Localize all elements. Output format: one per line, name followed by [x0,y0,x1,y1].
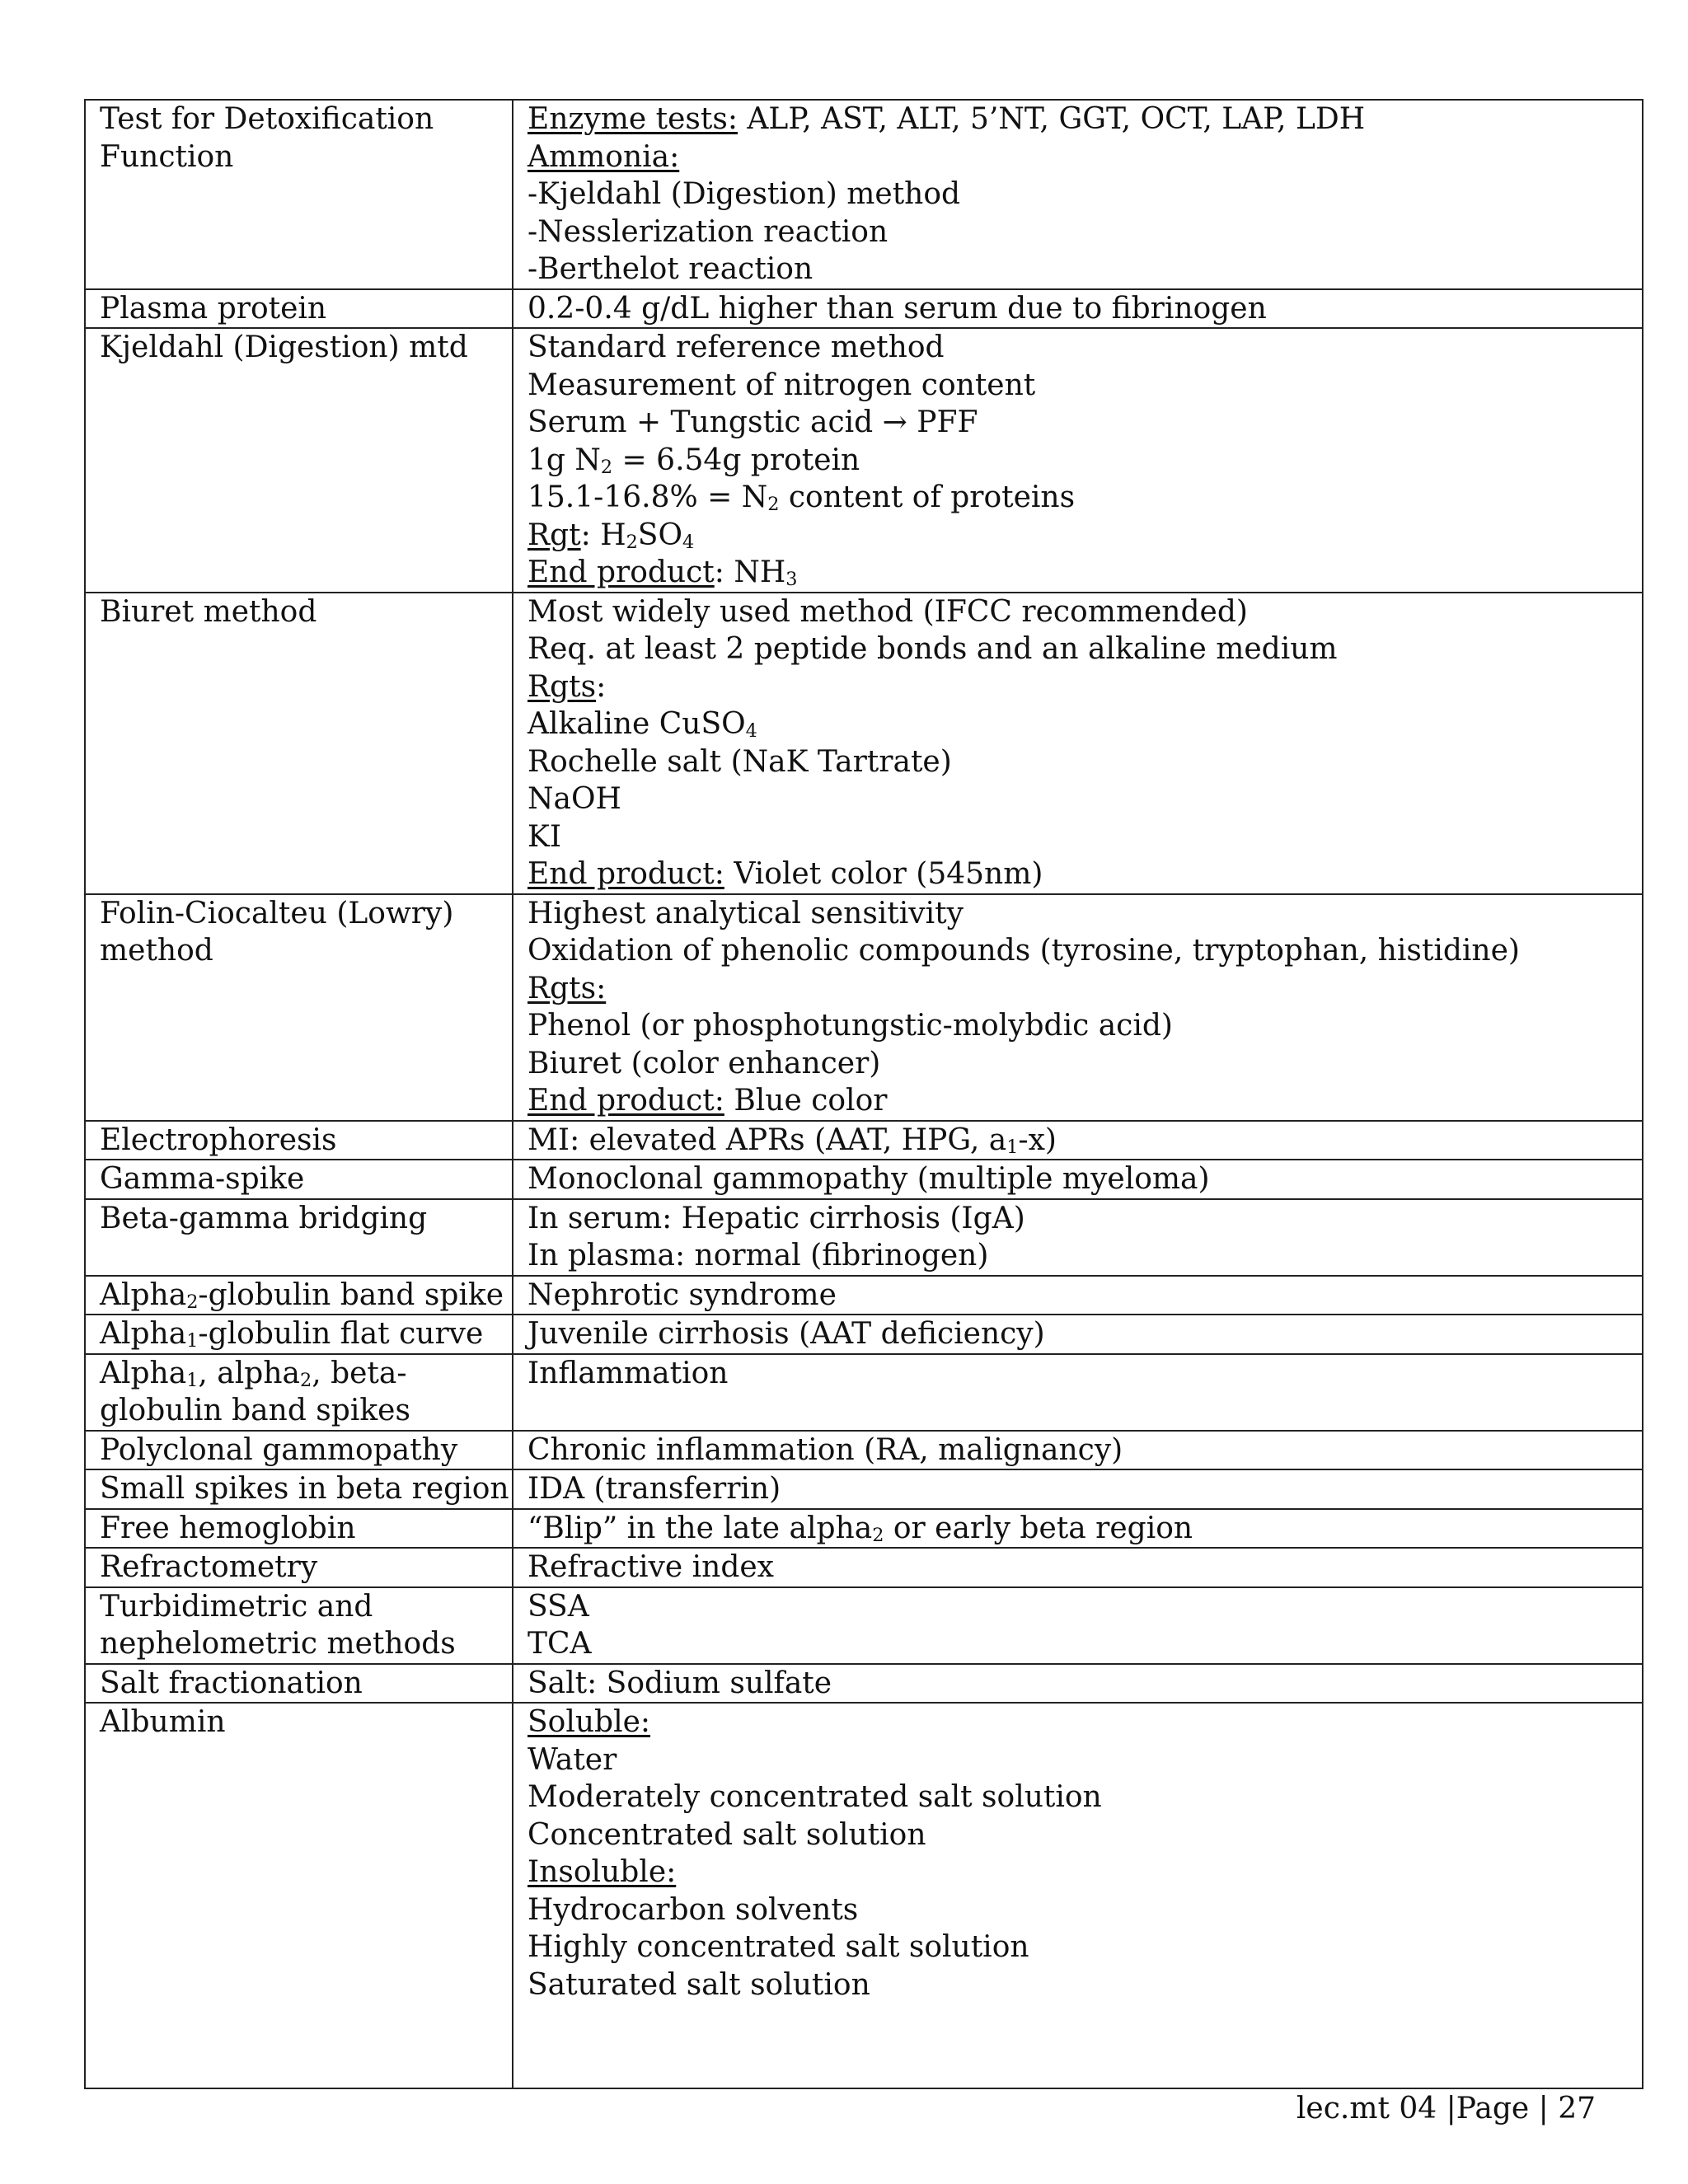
table-row [85,1276,1643,1315]
description-line [528,818,1642,856]
description-cell [513,1587,1643,1664]
line-text: : NH [714,555,786,589]
description-line [528,593,1642,631]
subscript: 2 [299,1369,312,1391]
table-row [85,593,1643,894]
description-line [528,1277,1642,1315]
description-line [528,1200,1642,1238]
term-line: globulin band spikes [100,1394,410,1427]
line-text: 15.1-16.8% = N [528,480,768,514]
term-line: Free hemoglobin [100,1511,356,1545]
term-line: method [100,934,213,968]
line-text: NaOH [528,782,621,816]
description-line [528,1854,1642,1891]
table-row [85,1315,1643,1354]
line-text: Water [528,1742,617,1777]
description-line [528,1816,1642,1854]
term-line: Plasma protein [100,291,327,326]
term-line: Polyclonal gammopathy [100,1432,458,1467]
underlined-label: End product [528,555,715,589]
description-line [528,1432,1642,1469]
description-line [528,251,1642,288]
subscript: 2 [626,531,638,553]
description-line [528,855,1642,893]
description-line [528,479,1642,517]
table-row [85,1703,1643,2088]
description-cell [513,1703,1643,2088]
line-text: or early beta region [884,1511,1193,1545]
line-text: Monoclonal gammopathy (multiple myeloma) [528,1162,1210,1196]
description-cell [513,1315,1643,1354]
description-line [528,1355,1642,1393]
description-line [528,1779,1642,1816]
description-line [528,780,1642,818]
term-cell [85,1548,513,1587]
description-line [528,101,1642,138]
table-row [85,1587,1643,1664]
description-line [528,1588,1642,1626]
description-line [528,329,1642,367]
table-row [85,1354,1643,1431]
subscript: 4 [682,531,695,553]
description-line [528,1625,1642,1663]
line-text: Inflammation [528,1356,729,1390]
table-row [85,1431,1643,1470]
term-line: Small spikes in beta region [100,1472,509,1506]
description-line [528,1510,1642,1548]
subscript: 2 [872,1524,884,1546]
table-row [85,1121,1643,1160]
term-cell [85,1315,513,1354]
description-line [528,1741,1642,1779]
term-cell [85,1664,513,1704]
subscript: 2 [767,494,780,516]
description-line [528,668,1642,706]
line-text: Biuret (color enhancer) [528,1046,881,1080]
description-line [528,705,1642,743]
underlined-label: End product: [528,857,724,891]
underlined-label: Enzyme tests: [528,102,738,136]
line-text: Alpha [100,1317,187,1351]
subscript: 1 [186,1369,199,1391]
line-text: content of proteins [779,480,1076,514]
description-line [528,932,1642,970]
line-text: Violet color (545nm) [724,857,1043,891]
description-cell [513,1548,1643,1587]
subscript: 3 [785,569,798,591]
subscript: 4 [745,720,757,743]
term-cell [85,1276,513,1315]
line-text: Alkaline CuSO [528,707,746,741]
line-text: = 6.54g protein [612,443,860,477]
subscript: 2 [600,456,613,478]
line-text: , beta- [312,1356,407,1390]
line-text: 1g N [528,443,601,477]
term-line: Kjeldahl (Digestion) mtd [100,330,468,364]
table-row [85,1548,1643,1587]
term-line: Electrophoresis [100,1122,337,1157]
line-text: Oxidation of phenolic compounds (tyrosine, tryptophan, histidine) [528,934,1520,968]
line-text: Salt: Sodium sulfate [528,1666,832,1700]
term-line: Test for Detoxification [100,102,434,136]
line-text: SSA [528,1589,589,1624]
term-cell [85,1160,513,1199]
description-line [528,1929,1642,1966]
line-text: -globulin band spike [198,1277,504,1312]
line-text: Serum + Tungstic acid → PFF [528,405,978,439]
description-cell [513,1469,1643,1509]
line-text: In serum: Hepatic cirrhosis (IgA) [528,1201,1025,1235]
description-cell [513,593,1643,894]
term-cell [85,1431,513,1470]
line-text: Alpha [100,1277,187,1312]
underlined-label: Rgts [528,669,597,704]
description-line [528,970,1642,1008]
line-text: MI: elevated APRs (AAT, HPG, a [528,1122,1007,1157]
line-text: Phenol (or phosphotungstic-molybdic acid) [528,1009,1173,1043]
term-line [100,1355,512,1393]
line-text: Juvenile cirrhosis (AAT deficiency) [528,1317,1045,1351]
description-line [528,442,1642,480]
line-text: SO [637,518,682,552]
table-row [85,1160,1643,1199]
description-line [528,1045,1642,1083]
description-line [528,290,1642,328]
term-line: Albumin [100,1705,226,1739]
description-line [528,176,1642,213]
line-text: IDA (transferrin) [528,1472,781,1506]
description-line [528,895,1642,933]
description-line [528,630,1642,668]
description-line [528,1122,1642,1160]
line-text: TCA [528,1627,592,1661]
line-text: Rochelle salt (NaK Tartrate) [528,744,952,779]
subscript: 2 [186,1291,199,1313]
description-cell [513,1509,1643,1549]
line-text: -globulin flat curve [198,1317,484,1351]
table-row [85,1199,1643,1276]
term-cell [85,100,513,289]
underlined-label: Rgts: [528,971,607,1005]
term-cell [85,1469,513,1509]
term-line: Folin-Ciocalteu (Lowry) [100,896,454,930]
line-text: In plasma: normal (fibrinogen) [528,1239,989,1272]
line-text: Req. at least 2 peptide bonds and an alkaline medium [528,632,1338,666]
term-line [100,1315,512,1353]
line-text: Measurement of nitrogen content [528,368,1036,402]
line-text: Moderately concentrated salt solution [528,1780,1102,1814]
underlined-label: Soluble: [528,1705,651,1739]
term-cell [85,289,513,329]
line-text: -Berthelot reaction [528,252,814,286]
table-row [85,894,1643,1121]
description-cell [513,894,1643,1121]
description-line [528,367,1642,405]
term-cell [85,1703,513,2088]
term-line: nephelometric methods [100,1627,456,1661]
description-cell [513,1431,1643,1470]
line-text: Highly concentrated salt solution [528,1930,1029,1964]
line-text: -Nesslerization reaction [528,214,889,249]
term-cell [85,894,513,1121]
notes-table [84,99,1643,2089]
line-text: Nephrotic syndrome [528,1277,837,1312]
description-cell [513,1121,1643,1160]
line-text: -x) [1018,1122,1057,1157]
table-row [85,1664,1643,1704]
term-line: Gamma-spike [100,1162,305,1196]
line-text: Saturated salt solution [528,1967,870,2002]
line-text: -Kjeldahl (Digestion) method [528,177,961,211]
description-cell [513,1160,1643,1199]
line-text: Blue color [724,1084,888,1118]
line-text: Standard reference method [528,330,945,364]
line-text: : H [580,518,626,552]
line-text: “Blip” in the late alpha [528,1511,873,1545]
table-row [85,328,1643,593]
term-cell [85,1121,513,1160]
table-row [85,1509,1643,1549]
description-line [528,1470,1642,1508]
line-text: Highest analytical sensitivity [528,896,964,930]
table-row [85,1469,1643,1509]
underlined-label: Rgt [528,518,581,552]
line-text: KI [528,819,562,854]
description-cell [513,289,1643,329]
term-line: Biuret method [100,594,317,629]
term-cell [85,1509,513,1549]
line-text: 0.2-0.4 g/dL higher than serum due to fibrinogen [528,291,1267,326]
description-line [528,1315,1642,1353]
line-text: , alpha [198,1356,300,1390]
term-line: Beta-gamma bridging [100,1201,428,1235]
description-line [528,1665,1642,1703]
underlined-label: Ammonia: [528,139,680,174]
description-cell [513,1276,1643,1315]
subscript: 1 [186,1330,199,1352]
description-line [528,1237,1642,1275]
description-cell [513,1664,1643,1704]
description-line [528,743,1642,781]
description-line [528,517,1642,555]
term-cell [85,1354,513,1431]
term-line [100,1277,512,1315]
description-line [528,1704,1642,1741]
term-cell [85,328,513,593]
description-line [528,138,1642,176]
term-cell [85,1587,513,1664]
line-text: Refractive index [528,1550,774,1584]
term-line: Function [100,139,234,174]
line-text: Chronic inflammation (RA, malignancy) [528,1432,1123,1467]
line-text: Hydrocarbon solvents [528,1892,859,1927]
line-text: Most widely used method (IFCC recommended) [528,594,1248,629]
term-line: Refractometry [100,1550,318,1584]
page-footer: lec.mt 04 |Page | 27 [1296,2092,1596,2125]
description-line [528,1007,1642,1045]
table-row [85,100,1643,289]
term-cell [85,593,513,894]
line-text: Concentrated salt solution [528,1817,926,1852]
description-line [528,1891,1642,1929]
description-line [528,1160,1642,1198]
description-line [528,1082,1642,1120]
description-cell [513,1354,1643,1431]
underlined-label: End product: [528,1084,724,1118]
description-cell [513,328,1643,593]
term-line: Turbidimetric and [100,1589,373,1624]
description-line [528,554,1642,592]
table-row [85,289,1643,329]
description-cell [513,1199,1643,1276]
line-text: ALP, AST, ALT, 5’NT, GGT, OCT, LAP, LDH [737,102,1366,136]
description-cell [513,100,1643,289]
term-cell [85,1199,513,1276]
term-line: Salt fractionation [100,1666,363,1700]
notes-table-body [85,100,1643,2088]
description-line [528,1549,1642,1586]
subscript: 1 [1006,1136,1019,1158]
line-text: Alpha [100,1356,187,1390]
underlined-label: Insoluble: [528,1855,677,1889]
description-line [528,213,1642,251]
description-line [528,1966,1642,2004]
line-text: : [596,669,607,704]
description-line [528,404,1642,442]
